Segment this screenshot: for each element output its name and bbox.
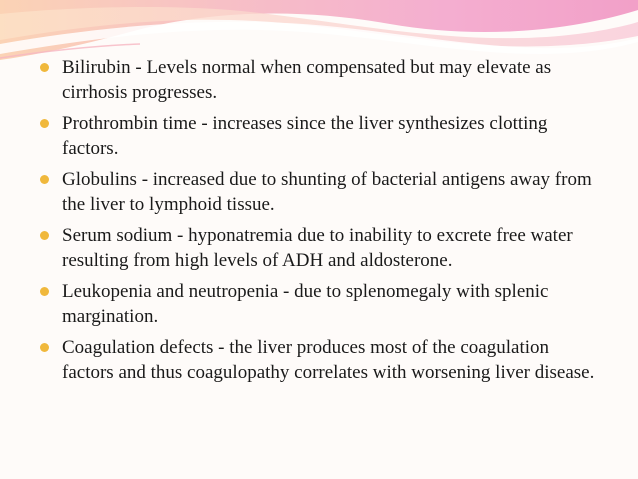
bullet-dot-icon (40, 287, 49, 296)
list-item (38, 223, 598, 273)
list-item (38, 279, 598, 329)
bullet-text: Prothrombin time - increases since the liver synthesizes clotting factors. (62, 113, 548, 159)
bullet-dot-icon (40, 231, 49, 240)
list-item (38, 55, 598, 105)
bullet-text: Bilirubin - Levels normal when compensated but may elevate as cirrhosis progresses. (62, 57, 552, 103)
bullet-dot-icon (40, 343, 49, 352)
bullet-text: Leukopenia and neutropenia - due to splenomegaly with splenic margination. (62, 281, 549, 327)
list-item (38, 167, 598, 217)
bullet-text: Globulins - increased due to shunting of bacterial antigens away from the liver to lymphoid tissue. (62, 169, 592, 215)
list-item (38, 335, 598, 385)
list-item (38, 111, 598, 161)
bullet-text: Coagulation defects - the liver produces most of the coagulation factors and thus coagulopathy correlates with worsening liver disease. (62, 337, 595, 383)
bullet-dot-icon (40, 119, 49, 128)
bullet-dot-icon (40, 63, 49, 72)
bullet-list (38, 55, 598, 391)
bullet-dot-icon (40, 175, 49, 184)
bullet-text: Serum sodium - hyponatremia due to inability to excrete free water resulting from high levels of ADH and aldosterone. (62, 225, 573, 271)
